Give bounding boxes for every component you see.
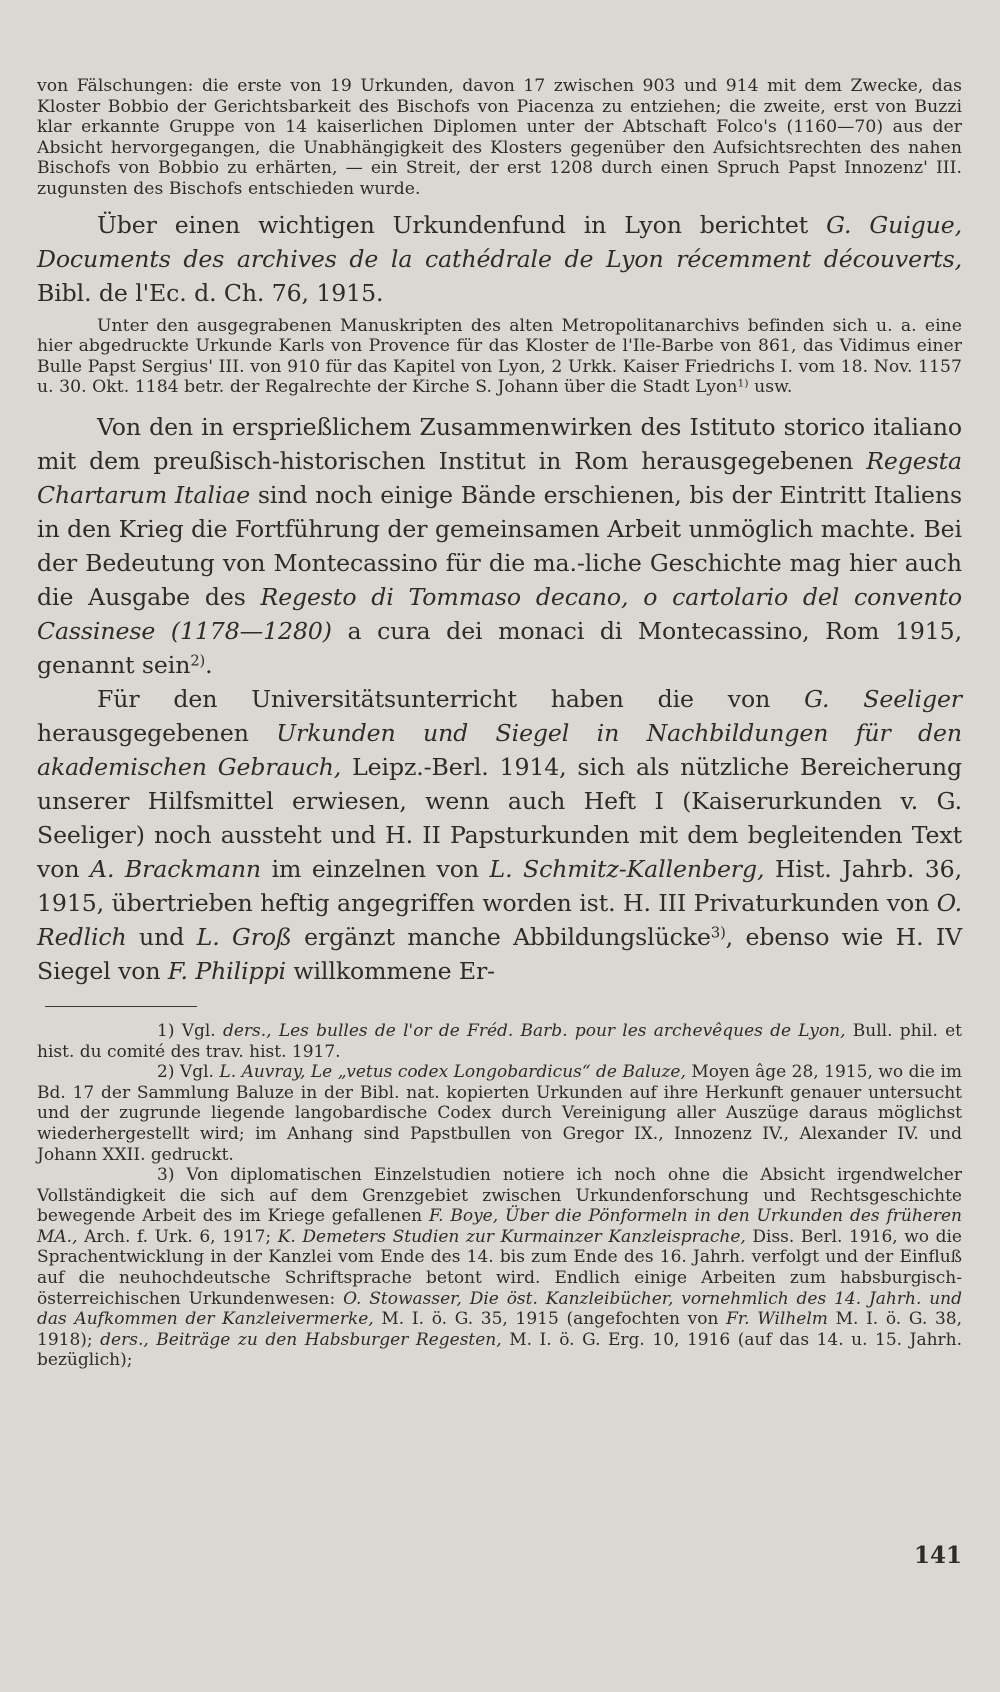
text-run: M. I. ö. G. Erg. 10, 1916 (auf das 14. u. 15. Jahrh. bezüglich); bbox=[37, 1329, 963, 1371]
footnote-3 bbox=[37, 1165, 962, 1371]
footnote-2 bbox=[37, 1062, 962, 1165]
text-run: Diss. Berl. 1916, wo die Sprachentwicklung in der Kanzlei vom Ende des 14. bis zum Ende des 16. Jahrh. verfolgt und der Einfluß auf die neuhochdeutsche Schriftsprache betont wird. Endlich einige Arbeiten zum habsburgisch-österreichischen Urkundenwesen: bbox=[37, 1226, 962, 1309]
footnote-ref: 3) bbox=[710, 924, 726, 942]
italic-title: o cartolario del convento Cassinese (1178—1280) bbox=[37, 582, 962, 645]
text-run: und bbox=[126, 922, 197, 951]
text-run: Bull. phil. et hist. du comité des trav. hist. 1917. bbox=[37, 1020, 962, 1062]
footnote-number: 1) bbox=[157, 1020, 175, 1041]
italic-name: G. Seeliger bbox=[804, 684, 962, 713]
footnote-number: 3) bbox=[157, 1165, 175, 1186]
footnote-ref: 1) bbox=[737, 377, 749, 391]
italic-name: A. Brackmann bbox=[90, 854, 262, 883]
italic-citation: F. Boye, Über die Pönformeln in den Urkunden des früheren MA., bbox=[37, 1206, 962, 1247]
footnote-divider bbox=[45, 1006, 197, 1007]
text-run: , ebenso wie H. IV Siegel von bbox=[37, 922, 963, 985]
text-run: Arch. f. Urk. 6, 1917; bbox=[77, 1226, 278, 1247]
text-run: Leipz.-Berl. 1914, sich als nützliche Bereicherung unserer Hilfsmittel erwiesen, wenn auch Heft I (Kaiserurkunden v. G. Seeliger) noch aussteht und H. II Papsturkunden mit dem begleitenden Text von bbox=[37, 752, 962, 883]
text-run: usw. bbox=[748, 377, 793, 398]
paragraph-text: von Fälschungen: die erste von 19 Urkunden, davon 17 zwischen 903 und 914 mit dem Zwecke, das Kloster Bobbio der Gerichtsbarkeit des Bischofs von Piacenza zu entziehen; die zweite, erst von Buzzi klar erkannte Gruppe von 14 kaiserlichen Diplomen unter der Abtschaft Folco's (1160—70) aus der Absicht hervorgegangen, die Unabhängigkeit des Klosters gegenüber den Aufsichtsrechten des nahen Bischofs von Bobbio zu erhärten, — ein Streit, der erst 1208 durch einen Spruch Papst Innozenz' III. zugunsten des Bischofs entschieden wurde. bbox=[37, 76, 962, 199]
italic-citation: O. Stowasser, Die öst. Kanzleibücher, vornehmlich des 14. Jahrh. und das Aufkommen der Kanzleivermerke, bbox=[37, 1288, 962, 1330]
text-run: Hist. Jahrb. 36, 1915, übertrieben heftig angegriffen worden ist. H. III Privaturkunden von bbox=[37, 854, 962, 917]
italic-citation: L. Auvray, Le „vetus codex Longobardicus“ de Baluze, bbox=[219, 1062, 686, 1083]
italic-title: Regesta Chartarum Italiae bbox=[37, 446, 962, 509]
text-run: herausgegebenen bbox=[37, 718, 277, 747]
footnote-number: 2) bbox=[157, 1062, 175, 1083]
text-run: a cura dei monaci di Montecassino, Rom 1915, genannt sein bbox=[37, 616, 962, 679]
text-run: willkommene Er- bbox=[285, 956, 496, 985]
text-run: im einzelnen von bbox=[261, 854, 490, 883]
paragraph-regesta bbox=[37, 410, 962, 682]
text-run: M. I. ö. G. 35, 1915 (angefochten von bbox=[373, 1309, 727, 1330]
footnote-1 bbox=[37, 1021, 962, 1062]
text-run: Vgl. bbox=[174, 1062, 220, 1083]
text-run: ergänzt manche Abbildungslücke bbox=[291, 922, 711, 951]
italic-title: Regesto di Tommaso decano, bbox=[260, 582, 629, 611]
italic-name: L. Groß bbox=[196, 922, 292, 951]
text-run: . bbox=[205, 650, 213, 679]
italic-citation: ders., Beiträge zu den Habsburger Regesten, bbox=[100, 1329, 502, 1350]
paragraph-bobbio bbox=[37, 76, 962, 200]
paragraph-seeliger bbox=[37, 682, 962, 988]
italic-title: Urkunden und Siegel in Nachbildungen für den akademischen Gebrauch, bbox=[37, 718, 962, 781]
text-run: Vgl. bbox=[174, 1020, 223, 1041]
text-run: Unter den ausgegrabenen Manuskripten des alten Metropolitanarchivs befinden sich u. a. eine hier abgedruckte Urkunde Karls von Provence für das Kloster de l'Ile-Barbe von 861, das Vidimus einer Bulle Papst Sergius' III. von 910 für das Kapitel von Lyon, 2 Urkk. Kaiser Friedrichs I. vom 18. Nov. 1157 u. 30. Okt. 1184 betr. der Regalrechte der Kirche S. Johann über die Stadt Lyon bbox=[37, 315, 962, 398]
italic-citation: K. Demeters Studien zur Kurmainzer Kanzleisprache, bbox=[277, 1226, 746, 1247]
italic-citation: ders., Les bulles de l'or de Fréd. Barb. pour les archevêques de Lyon, bbox=[222, 1020, 846, 1041]
text-run: Von den in ersprießlichem Zusammenwirken des Istituto storico italiano mit dem preußisch-historischen Institut in Rom herausgegebenen bbox=[37, 412, 962, 475]
text-run: Über einen wichtigen Urkundenfund in Lyon berichtet bbox=[97, 210, 827, 239]
text-run: Moyen âge 28, 1915, wo die im Bd. 17 der Sammlung Baluze in der Bibl. nat. kopierten Urkunden auf ihre Herkunft genauer untersucht und der zugrunde liegende langobardische Codex durch Vereinigung aller Auszüge daraus möglichst wiederhergestellt wird; im Anhang sind Papstbullen von Gregor IX., Innozenz IV., Alexander IV. und Johann XXII. gedruckt. bbox=[37, 1062, 962, 1165]
italic-name: L. Schmitz-Kallenberg, bbox=[489, 854, 765, 883]
footnote-ref: 2) bbox=[190, 652, 206, 670]
text-run: Für den Universitätsunterricht haben die von bbox=[97, 684, 805, 713]
text-run: M. I. ö. G. 38, 1918); bbox=[37, 1309, 962, 1350]
text-run bbox=[628, 583, 643, 611]
italic-name: O. Redlich bbox=[37, 888, 962, 951]
italic-name: F. Philippi bbox=[167, 956, 286, 985]
text-run: Bibl. de l'Ec. d. Ch. 76, 1915. bbox=[37, 278, 384, 307]
paragraph-lyon-heading bbox=[37, 208, 962, 310]
italic-citation: G. Guigue, Documents des archives de la cathédrale de Lyon récemment découverts, bbox=[37, 210, 962, 273]
paragraph-lyon-detail bbox=[37, 316, 962, 398]
text-run: sind noch einige Bände erschienen, bis der Eintritt Italiens in den Krieg die Fortführung der gemeinsamen Arbeit unmöglich machte. Bei der Bedeutung von Montecassino für die ma.-liche Geschichte mag hier auch die Ausgabe des bbox=[37, 480, 962, 611]
italic-name: Fr. Wilhelm bbox=[726, 1309, 828, 1330]
page-number: 141 bbox=[913, 1542, 962, 1569]
text-run: Von diplomatischen Einzelstudien notiere ich noch ohne die Absicht irgendwelcher Vollständigkeit die sich auf dem Grenzgebiet zwischen Urkundenforschung und Rechtsgeschichte bewegende Arbeit des im Kriege gefallenen bbox=[37, 1165, 962, 1227]
